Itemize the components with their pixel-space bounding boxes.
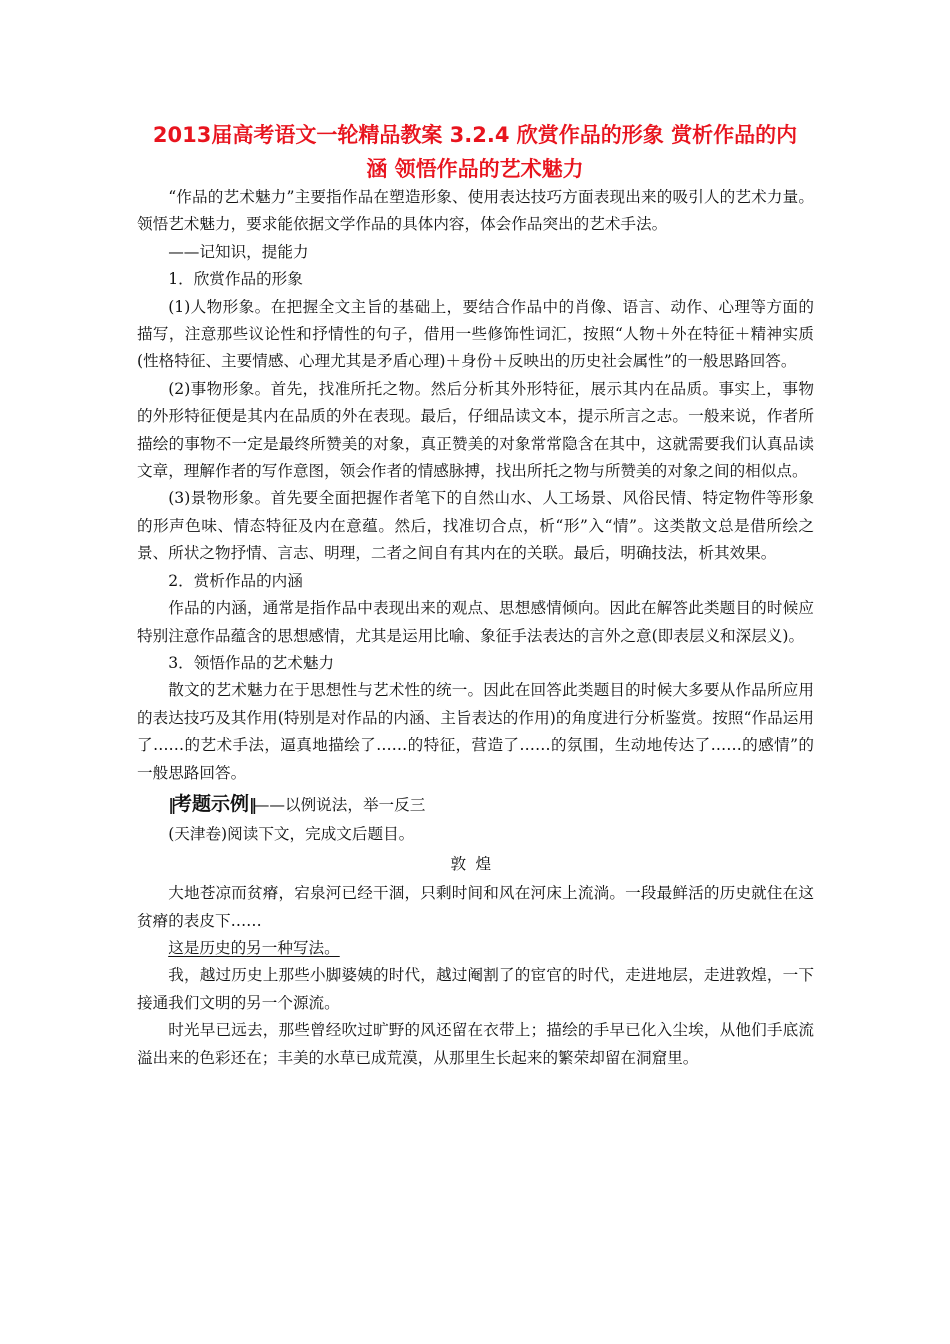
passage-title: 敦煌 — [450, 854, 501, 873]
paragraph-connotation: 作品的内涵，通常是指作品中表现出来的观点、思想感情倾向。因此在解答此类题目的时候应特别注意作品蕴含的思想感情，尤其是运用比喻、象征手法表达的言外之意(即表层义和深层义)。 — [137, 599, 814, 645]
banner-bar-right: ‖ — [249, 794, 254, 814]
exercise-source: (天津卷)阅读下文，完成文后题目。 — [168, 825, 415, 844]
paragraph-object-image: (2)事物形象。首先，找准所托之物。然后分析其外形特征，展示其内在品质。事实上，事物的外形特征便是其内在品质的外在表现。最后，仔细品读文本，提示所言之志。一般来说，作者所描绘的事物不一定是最终所赞美的对象，真正赞美的对象常常隐含在其中，这就需要我们认真品读文章，理解作者的写作意图，领会作者的情感脉搏，找出所托之物与所赞美的对象之间的相似点。 — [137, 379, 814, 481]
example-banner — [137, 791, 814, 819]
passage-paragraph-3: 我，越过历史上那些小脚婆姨的时代，越过阉割了的宦官的时代，走进地层，走进敦煌，一下接通我们文明的另一个源流。 — [137, 966, 814, 1012]
banner-label: 考题示例 — [172, 792, 249, 815]
document-title — [120, 118, 830, 186]
title-line-1: 2013届高考语文一轮精品教案 3.2.4 欣赏作品的形象 赏析作品的内 — [152, 123, 798, 147]
banner-bar-left: ‖ — [168, 794, 173, 814]
heading-2: 2．赏析作品的内涵 — [168, 571, 303, 590]
underlined-sentence: 这是历史的另一种写法。 — [168, 938, 340, 957]
document-body — [137, 184, 814, 1072]
banner-tagline: ——以例说法，举一反三 — [253, 795, 426, 814]
section-motto: ——记知识，提能力 — [168, 242, 309, 261]
passage-paragraph-2 — [137, 935, 814, 962]
paragraph-scenery-image: (3)景物形象。首先要全面把握作者笔下的自然山水、人工场景、风俗民情、特定物件等形象的形声色味、情态特征及内在意蕴。然后，找准切合点，析“形”入“情”。这类散文总是借所绘之景、所状之物抒情、言志、明理，二者之间自有其内在的关联。最后，明确技法，析其效果。 — [137, 489, 814, 563]
heading-3: 3．领悟作品的艺术魅力 — [168, 653, 335, 672]
passage-paragraph-4: 时光早已远去，那些曾经吹过旷野的风还留在衣带上；描绘的手早已化入尘埃，从他们手底流溢出来的色彩还在；丰美的水草已成荒漠，从那里生长起来的繁荣却留在洞窟里。 — [137, 1021, 814, 1067]
passage-paragraph-1: 大地苍凉而贫瘠，宕泉河已经干涸，只剩时间和风在河床上流淌。一段最鲜活的历史就住在这贫瘠的表皮下…… — [137, 884, 814, 930]
paragraph-artistic-charm: 散文的艺术魅力在于思想性与艺术性的统一。因此在回答此类题目的时候大多要从作品所应用的表达技巧及其作用(特别是对作品的内涵、主旨表达的作用)的角度进行分析鉴赏。按照“作品运用了……的艺术手法，逼真地描绘了……的特征，营造了……的氛围，生动地传达了……的感情”的一般思路回答。 — [137, 681, 814, 782]
paragraph-character-image: (1)人物形象。在把握全文主旨的基础上，要结合作品中的肖像、语言、动作、心理等方面的描写，注意那些议论性和抒情性的句子，借用一些修饰性词汇，按照“人物＋外在特征＋精神实质(性格特征、主要情感、心理尤其是矛盾心理)＋身份＋反映出的历史社会属性”的一般思路回答。 — [137, 297, 814, 371]
heading-1: 1．欣赏作品的形象 — [168, 270, 303, 289]
title-line-2: 涵 领悟作品的艺术魅力 — [366, 157, 584, 181]
intro-paragraph: “作品的艺术魅力”主要指作品在塑造形象、使用表达技巧方面表现出来的吸引人的艺术力量。领悟艺术魅力，要求能依据文学作品的具体内容，体会作品突出的艺术手法。 — [137, 188, 814, 234]
